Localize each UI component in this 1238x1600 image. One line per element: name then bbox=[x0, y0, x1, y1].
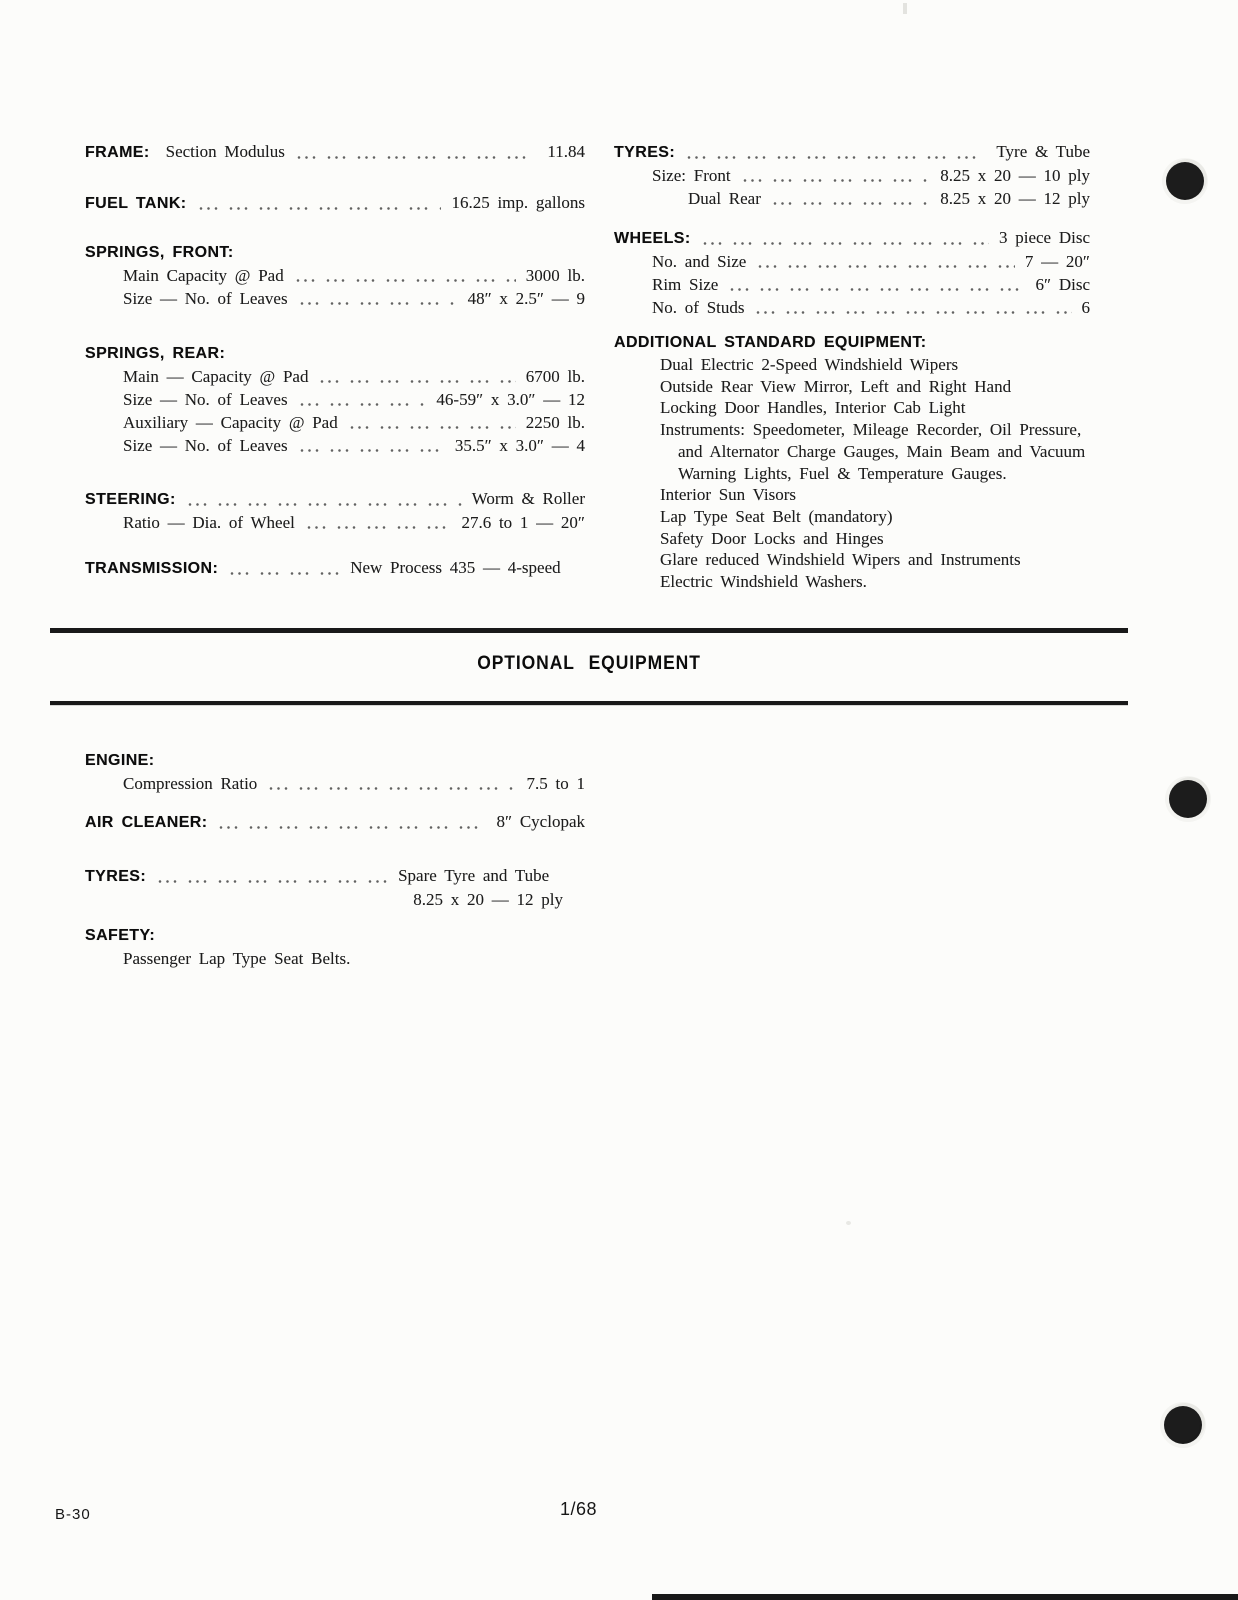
equipment-item: Electric Windshield Washers. bbox=[660, 572, 867, 592]
equipment-item: Instruments: Speedometer, Mileage Recorder, Oil Pressure, bbox=[660, 420, 1082, 440]
spec-label: WHEELS: bbox=[614, 230, 691, 247]
spec-item: Passenger Lap Type Seat Belts. bbox=[123, 949, 351, 968]
spec-label: FRAME: bbox=[85, 144, 150, 161]
spec-value: 8.25 x 20 — 10 ply bbox=[940, 166, 1090, 185]
spec-item: Ratio — Dia. of Wheel bbox=[123, 513, 295, 532]
dotted-leader bbox=[743, 179, 931, 182]
spec-item: Main — Capacity @ Pad bbox=[123, 367, 309, 386]
section-springs-front bbox=[85, 241, 585, 310]
scan-edge-bar bbox=[652, 1594, 1238, 1600]
spec-value: Tyre & Tube bbox=[996, 142, 1090, 161]
spec-value: 6700 lb. bbox=[525, 367, 585, 386]
spec-value: 3000 lb. bbox=[525, 266, 585, 285]
spec-item: Compression Ratio bbox=[123, 774, 258, 793]
spec-value: 11.84 bbox=[547, 142, 585, 161]
dotted-leader bbox=[300, 449, 445, 452]
section-engine bbox=[85, 749, 585, 795]
page-number: B-30 bbox=[55, 1506, 91, 1523]
dotted-leader bbox=[300, 302, 458, 305]
binder-hole-mark bbox=[1166, 162, 1204, 200]
spec-row bbox=[85, 365, 585, 388]
spec-label: FUEL TANK: bbox=[85, 195, 187, 212]
spec-row bbox=[85, 772, 585, 795]
dotted-leader bbox=[296, 279, 516, 282]
spec-item: Size: Front bbox=[652, 166, 731, 185]
spec-item: Section Modulus bbox=[165, 142, 285, 161]
dotted-leader bbox=[158, 880, 388, 883]
section-additional-equipment bbox=[614, 331, 1090, 593]
section-transmission bbox=[85, 556, 585, 580]
equipment-item: Glare reduced Windshield Wipers and Instruments bbox=[660, 550, 1021, 570]
section-tyres bbox=[614, 140, 1090, 210]
spec-row bbox=[614, 250, 1090, 273]
spec-row bbox=[85, 434, 585, 457]
spec-value: 48″ x 2.5″ — 9 bbox=[467, 289, 585, 308]
dotted-leader bbox=[756, 311, 1071, 314]
spec-row bbox=[614, 296, 1090, 319]
spec-label: TRANSMISSION: bbox=[85, 560, 219, 577]
spec-row bbox=[85, 810, 585, 834]
spec-value: 35.5″ x 3.0″ — 4 bbox=[454, 436, 585, 455]
binder-hole-mark bbox=[1169, 780, 1207, 818]
spec-row bbox=[85, 947, 585, 970]
spec-item: Rim Size bbox=[652, 275, 719, 294]
spec-row bbox=[614, 226, 1090, 250]
spec-label: TYRES: bbox=[614, 144, 676, 161]
dotted-leader bbox=[269, 787, 516, 790]
spec-row bbox=[85, 487, 585, 511]
binder-hole-mark bbox=[1164, 1406, 1202, 1444]
section-fuel-tank bbox=[85, 191, 585, 215]
spec-row bbox=[614, 187, 1090, 210]
spec-value: 7 — 20″ bbox=[1024, 252, 1090, 271]
spec-value: 8.25 x 20 — 12 ply bbox=[413, 890, 563, 909]
equipment-item: Locking Door Handles, Interior Cab Light bbox=[660, 398, 966, 418]
dotted-leader bbox=[350, 426, 516, 429]
spec-value: 7.5 to 1 bbox=[526, 774, 585, 793]
spec-item: Size — No. of Leaves bbox=[123, 436, 288, 455]
spec-value: 46-59″ x 3.0″ — 12 bbox=[436, 390, 585, 409]
section-frame bbox=[85, 140, 585, 164]
spec-item: No. of Studs bbox=[652, 298, 745, 317]
equipment-item: Dual Electric 2-Speed Windshield Wipers bbox=[660, 355, 959, 374]
spec-row bbox=[85, 411, 585, 434]
equipment-item: Safety Door Locks and Hinges bbox=[660, 528, 884, 548]
dotted-leader bbox=[758, 265, 1015, 268]
spec-label: TYRES: bbox=[85, 868, 147, 885]
spec-row bbox=[85, 287, 585, 310]
dotted-leader bbox=[703, 242, 989, 245]
equipment-item-continuation: Warning Lights, Fuel & Temperature Gauges. bbox=[678, 463, 1007, 483]
spec-row bbox=[85, 888, 585, 911]
dotted-leader bbox=[188, 503, 462, 506]
section-safety bbox=[85, 924, 585, 970]
equipment-item: Interior Sun Visors bbox=[660, 485, 796, 505]
spec-item: Dual Rear bbox=[688, 189, 761, 208]
dotted-leader bbox=[730, 288, 1025, 291]
spec-value: 27.6 to 1 — 20″ bbox=[461, 513, 585, 532]
spec-item: Size — No. of Leaves bbox=[123, 390, 288, 409]
spec-row bbox=[85, 140, 585, 164]
dotted-leader bbox=[297, 156, 538, 159]
dotted-leader bbox=[300, 403, 427, 406]
spec-label: STEERING: bbox=[85, 491, 176, 508]
dotted-leader bbox=[230, 572, 340, 575]
section-wheels bbox=[614, 226, 1090, 319]
page-date: 1/68 bbox=[560, 1499, 598, 1519]
spec-value: New Process 435 — 4-speed bbox=[350, 558, 561, 577]
dotted-leader bbox=[307, 526, 452, 529]
section-heading: SAFETY: bbox=[85, 927, 156, 944]
spec-item: Auxiliary — Capacity @ Pad bbox=[123, 413, 338, 432]
spec-value: 6″ Disc bbox=[1035, 275, 1090, 294]
dotted-leader bbox=[773, 202, 930, 205]
spec-value: 2250 lb. bbox=[525, 413, 585, 432]
spec-item: Size — No. of Leaves bbox=[123, 289, 288, 308]
horizontal-rule bbox=[50, 701, 1128, 705]
section-heading: ADDITIONAL STANDARD EQUIPMENT: bbox=[614, 334, 927, 351]
spec-row bbox=[85, 511, 585, 534]
dotted-leader bbox=[219, 826, 486, 829]
section-heading: SPRINGS, FRONT: bbox=[85, 244, 234, 261]
spec-value: Spare Tyre and Tube bbox=[398, 866, 550, 885]
equipment-item: Outside Rear View Mirror, Left and Right Hand bbox=[660, 376, 1012, 396]
spec-value: 8″ Cyclopak bbox=[496, 812, 585, 831]
dotted-leader bbox=[199, 207, 442, 210]
spec-row bbox=[85, 388, 585, 411]
horizontal-rule bbox=[50, 628, 1128, 633]
spec-row bbox=[614, 140, 1090, 164]
spec-row bbox=[614, 273, 1090, 296]
section-air-cleaner bbox=[85, 810, 585, 834]
section-tyres-optional bbox=[85, 864, 585, 911]
spec-row bbox=[85, 864, 585, 888]
spec-row bbox=[614, 164, 1090, 187]
section-steering bbox=[85, 487, 585, 534]
spec-item: Main Capacity @ Pad bbox=[123, 266, 284, 285]
spec-value: 16.25 imp. gallons bbox=[451, 193, 585, 212]
spec-row bbox=[85, 191, 585, 215]
spec-value: 3 piece Disc bbox=[998, 228, 1090, 247]
optional-equipment-heading: OPTIONAL EQUIPMENT bbox=[477, 653, 701, 674]
section-heading: SPRINGS, REAR: bbox=[85, 345, 226, 362]
spec-value: 6 bbox=[1081, 298, 1090, 317]
equipment-item-continuation: and Alternator Charge Gauges, Main Beam and Vacuum bbox=[678, 441, 1086, 461]
spec-label: AIR CLEANER: bbox=[85, 814, 208, 831]
section-heading: ENGINE: bbox=[85, 752, 155, 769]
spec-value: 8.25 x 20 — 12 ply bbox=[940, 189, 1090, 208]
spec-row bbox=[85, 264, 585, 287]
spec-value: Worm & Roller bbox=[471, 489, 585, 508]
scan-speck bbox=[846, 1221, 851, 1225]
section-springs-rear bbox=[85, 342, 585, 457]
dotted-leader bbox=[320, 380, 515, 383]
equipment-item: Lap Type Seat Belt (mandatory) bbox=[660, 506, 893, 526]
spec-row bbox=[85, 556, 585, 580]
dotted-leader bbox=[687, 156, 986, 159]
spec-item: No. and Size bbox=[652, 252, 747, 271]
scan-speck bbox=[903, 3, 907, 14]
